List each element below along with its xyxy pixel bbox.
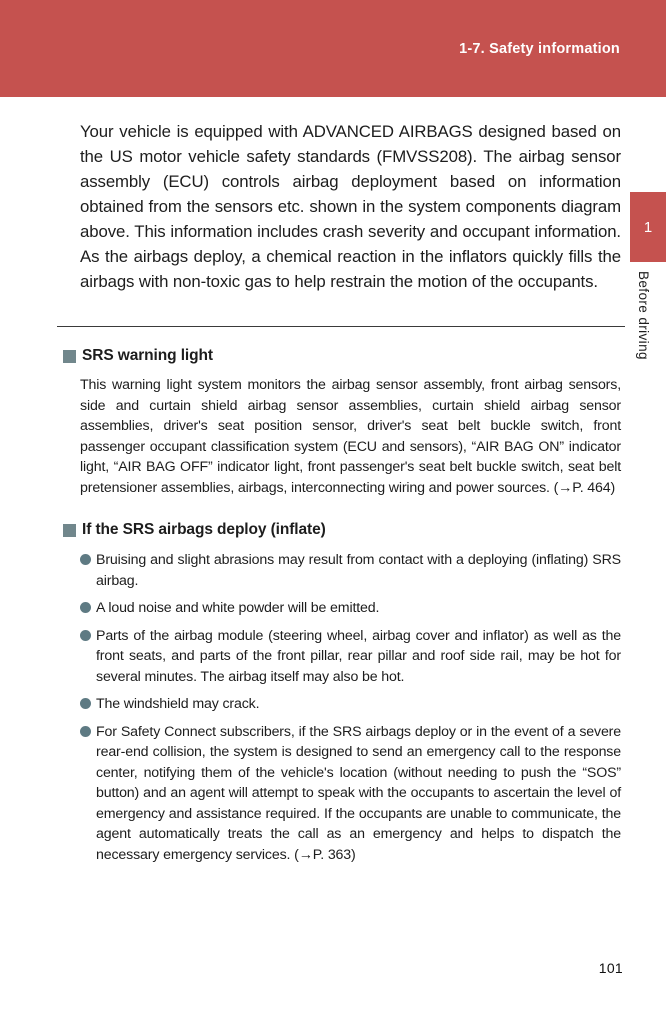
section-marker-icon [63, 350, 76, 363]
list-item-text: The windshield may crack. [96, 696, 260, 712]
list-item [80, 694, 621, 715]
chapter-tab-label: Before driving [636, 271, 651, 360]
list-item-text: Parts of the airbag module (steering wheel, airbag cover and inflator) as well as the front seats, and parts of the front pillar, rear pillar and roof side rail, may be hot for several minutes. The airbag itself may also be hot. [96, 627, 621, 685]
list-item-text: For Safety Connect subscribers, if the SRS airbags deploy or in the event of a severe rear-end collision, the system is designed to send an emergency call to the response center, notifying them of the vehicle's location (without needing to push the “SOS” button) and an agent will attempt to speak with the occupants to ascertain the level of emergency and assistance required. If the occupants are unable to communicate, the agent automatically treats the call as an emergency and helps to dispatch the necessary emergency services. (→P. 363) [96, 723, 621, 863]
bullet-icon [80, 726, 91, 737]
list-item [80, 550, 621, 591]
section-marker-icon [63, 524, 76, 537]
chapter-tab [630, 192, 666, 262]
list-item-text: Bruising and slight abrasions may result from contact with a deploying (inflating) SRS airbag. [96, 552, 621, 589]
section-heading-label: If the SRS airbags deploy (inflate) [82, 521, 326, 538]
chapter-tab-number: 1 [643, 218, 653, 236]
list-item [80, 598, 621, 619]
section-heading-srs-warning-light [63, 347, 213, 365]
bullet-icon [80, 698, 91, 709]
section-divider [57, 326, 625, 327]
header-bar [0, 0, 666, 97]
list-item [80, 626, 621, 688]
section-heading-airbags-deploy [63, 521, 326, 539]
bullet-icon [80, 602, 91, 613]
section-heading-label: SRS warning light [82, 347, 213, 364]
page-number: 101 [598, 960, 623, 976]
bullet-icon [80, 630, 91, 641]
bullet-icon [80, 554, 91, 565]
bullet-list [80, 550, 621, 872]
intro-paragraph: Your vehicle is equipped with ADVANCED AIRBAGS designed based on the US motor vehicle safety standards (FMVSS208). The airbag sensor assembly (ECU) controls airbag deployment based on information obtained from the sensors etc. shown in the system components diagram above. This information includes crash severity and occupant information. As the airbags deploy, a chemical reaction in the inflators quickly fills the airbags with non-toxic gas to help restrain the motion of the occupants. [80, 122, 621, 291]
list-item [80, 722, 621, 866]
list-item-text: A loud noise and white powder will be emitted. [96, 600, 380, 616]
header-title: 1-7. Safety information [459, 40, 620, 57]
section-body-srs-warning-light: This warning light system monitors the airbag sensor assembly, front airbag sensors, side and curtain shield airbag sensor assemblies, curtain shield airbag sensor assemblies, driver's seat position sensor, driver's seat belt buckle switch, front passenger occupant classification system (ECU and sensors), “AIR BAG ON” indicator light, “AIR BAG OFF” indicator light, front passenger's seat belt buckle switch, seat belt pretensioner assemblies, airbags, interconnecting wiring and power sources. (→P. 464) [80, 377, 621, 496]
